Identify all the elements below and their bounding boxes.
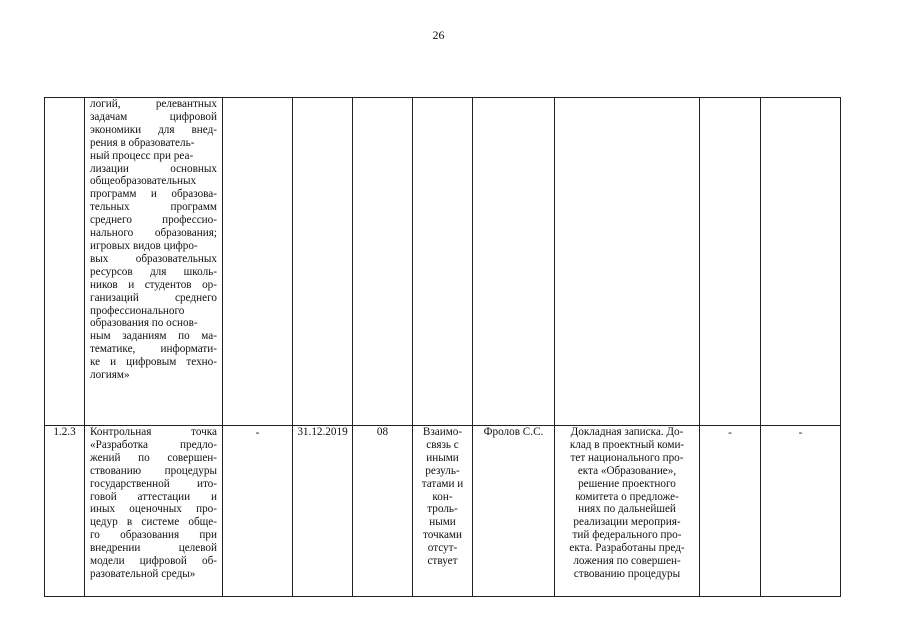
text-line: ников и студентов ор- — [90, 278, 217, 291]
text-line: ниях по дальнейшей — [578, 503, 676, 516]
text-line: ствует — [427, 555, 458, 568]
cell-col10: - — [761, 426, 841, 597]
text-line: татами и — [421, 477, 464, 490]
text-line: екта «Образование», — [577, 464, 677, 477]
text-line: троль- — [427, 503, 458, 516]
text-line: вых образовательных — [90, 252, 217, 265]
text-line: рения в образователь- — [90, 136, 195, 149]
text-line: ложения по совершен- — [573, 555, 681, 568]
text-line: внедрении целевой — [90, 542, 217, 555]
cell-col9 — [700, 98, 761, 426]
cell-responsible: Фролов С.С. — [473, 426, 555, 597]
page-number: 26 — [432, 28, 445, 42]
text-line: среднего профессио- — [90, 214, 217, 227]
text-line: общеобразовательных — [90, 175, 197, 188]
cell-end-date — [293, 98, 353, 426]
text-line: «Разработка предло- — [90, 438, 217, 451]
text-line: резуль- — [425, 464, 460, 477]
text-line: образования по основ- — [90, 317, 198, 330]
text-line: реализации мероприя- — [573, 516, 681, 529]
cell-relation — [413, 98, 473, 426]
text-line: ствованию процедуры — [90, 464, 217, 477]
text-line: логиям» — [90, 369, 130, 382]
text-line: ным заданиям по ма- — [90, 330, 217, 343]
text-line: тет национального про- — [570, 451, 684, 464]
cell-result — [555, 426, 700, 597]
text-line: жений по совершен- — [90, 451, 217, 464]
text-line: экономики для внед- — [90, 123, 217, 136]
text-line: профессионального — [90, 304, 185, 317]
text-line: Докладная записка. До- — [570, 426, 684, 438]
cell-code — [353, 98, 413, 426]
cell-start-date — [223, 98, 293, 426]
cell-relation — [413, 426, 473, 597]
cell-end-date: 31.12.2019 — [293, 426, 353, 597]
cell-code: 08 — [353, 426, 413, 597]
cell-col10 — [761, 98, 841, 426]
cell-number — [45, 98, 85, 426]
text-line: Взаимо- — [422, 426, 463, 438]
text-line: ганизаций среднего — [90, 291, 217, 304]
cell-name — [85, 426, 223, 597]
text-line: связь с — [426, 438, 459, 451]
cell-continuation-text — [85, 98, 223, 426]
text-line: комитета о предложе- — [575, 490, 679, 503]
text-line: Контрольная точка — [90, 426, 217, 438]
text-line: решение проектного — [578, 477, 676, 490]
text-line: задачам цифровой — [90, 110, 217, 123]
text-line: клад в проектный коми- — [569, 438, 685, 451]
text-line: тематике, информати- — [90, 343, 217, 356]
text-line: иными — [426, 451, 459, 464]
text-line: модели цифровой об- — [90, 555, 217, 568]
text-line: кон- — [432, 490, 453, 503]
text-line: иных оценочных про- — [90, 503, 217, 516]
table-row — [45, 98, 841, 426]
text-line: ствованию процедуры — [573, 567, 681, 580]
table-row — [45, 426, 841, 597]
text-line: ный процесс при реа- — [90, 149, 194, 162]
cell-result — [555, 98, 700, 426]
cell-responsible — [473, 98, 555, 426]
text-line: государственной ито- — [90, 477, 217, 490]
text-line: говой аттестации и — [90, 490, 217, 503]
text-line: нального образования; — [90, 227, 217, 240]
text-line: игровых видов цифро- — [90, 239, 198, 252]
text-line: лизации основных — [90, 162, 217, 175]
text-line: точками — [423, 529, 462, 542]
cell-col9: - — [700, 426, 761, 597]
text-line: го образования при — [90, 529, 217, 542]
text-line: тельных программ — [90, 201, 217, 214]
cell-start-date: - — [223, 426, 293, 597]
document-table — [44, 97, 841, 597]
text-line: логий, релевантных — [90, 98, 217, 110]
text-line: ресурсов для школь- — [90, 265, 217, 278]
cell-number: 1.2.3 — [45, 426, 85, 597]
text-line: тий федерального про- — [572, 529, 682, 542]
text-line: ными — [429, 516, 456, 529]
text-line: ке и цифровым техно- — [90, 356, 217, 369]
text-line: отсут- — [427, 542, 458, 555]
text-line: разовательной среды» — [90, 567, 196, 580]
text-line: екта. Разработаны пред- — [569, 542, 685, 555]
text-line: цедур в системе обще- — [90, 516, 217, 529]
text-line: программ и образова- — [90, 188, 217, 201]
